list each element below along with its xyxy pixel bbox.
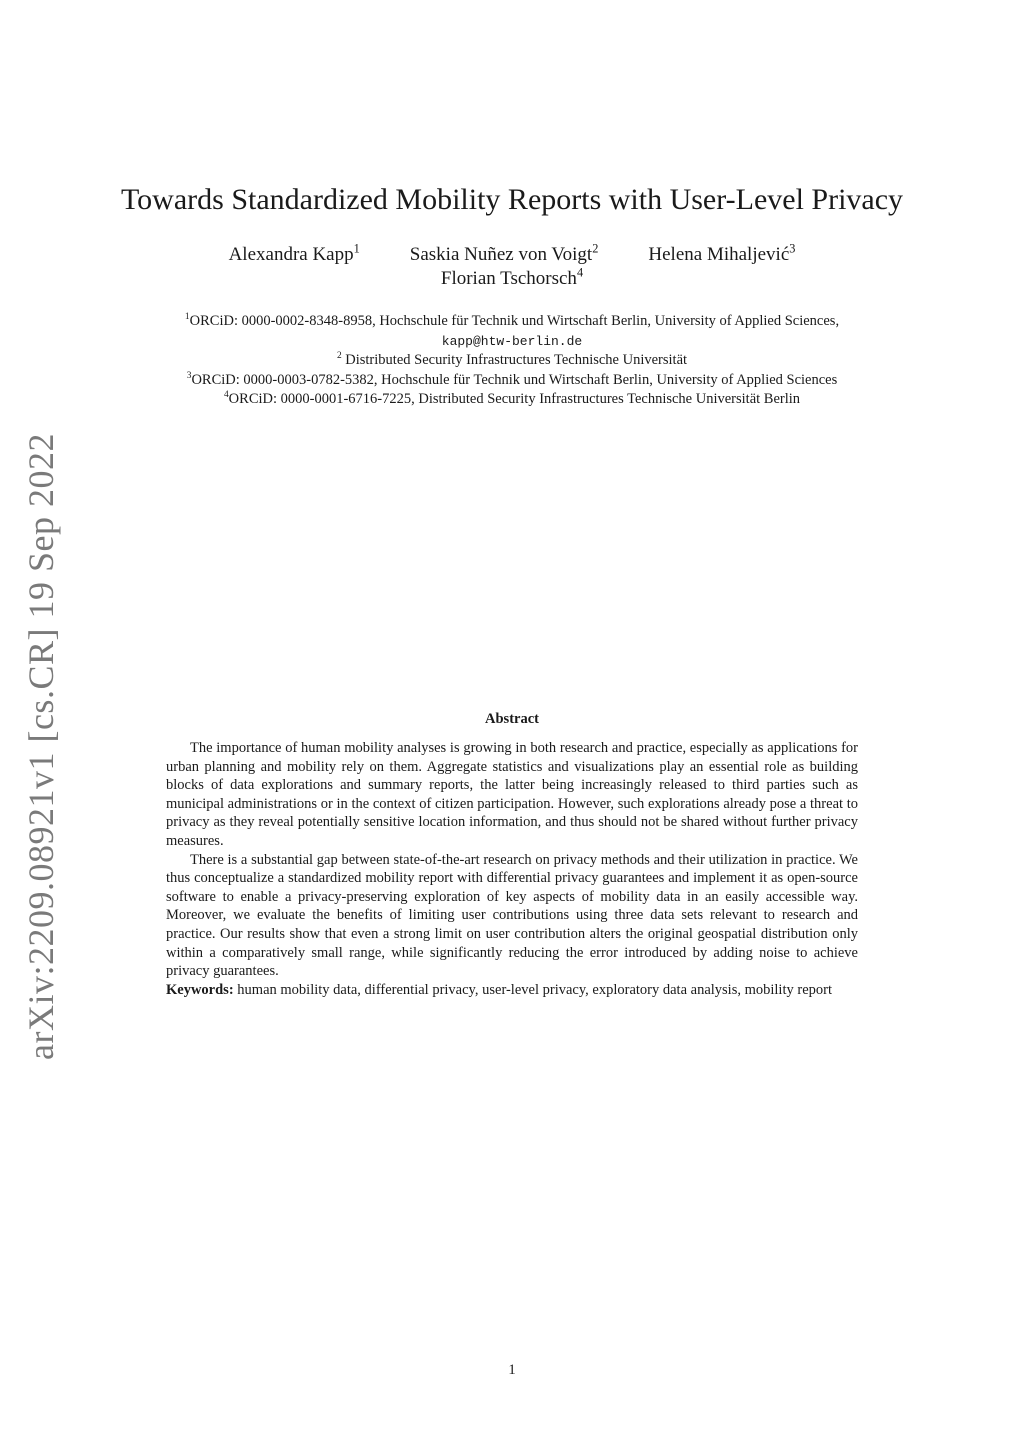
keywords	[166, 981, 858, 1000]
abstract-paragraph: The importance of human mobility analyses is growing in both research and practice, especially as applications for urban planning and mobility rely on them. Aggregate statistics and visualizations play an essential role as building blocks of data explorations and summary reports, the latter being increasingly released to third parties such as municipal administrations or in the context of citizen participation. However, such explorations already pose a threat to privacy as they reveal potentially sensitive location information, and thus should not be shared without further privacy measures.	[166, 740, 858, 849]
author: Saskia Nuñez von Voigt$^2$	[409, 241, 599, 265]
author: Florian Tschorsch$^4$	[440, 265, 584, 289]
affiliation: $^1$ORCiD: 0000-0002-8348-8958, Hochschule für Technik und Wirtschaft Berlin, University of Applied Sciences,	[184, 312, 840, 329]
affiliation-email: kapp@htw-berlin.de	[441, 333, 583, 349]
affiliation: $^2$ Distributed Security Infrastructures Technische Universität	[336, 351, 688, 368]
author-list	[0, 241, 1024, 266]
keywords-text: human mobility data, differential privacy, user-level privacy, exploratory data analysis, mobility report	[233, 981, 832, 998]
affiliations	[0, 312, 1024, 410]
arxiv-identifier-stamp: arXiv:2209.08921v1 [cs.CR] 19 Sep 2022	[21, 433, 61, 1060]
affiliation: $^4$ORCiD: 0000-0001-6716-7225, Distributed Security Infrastructures Technische Universität Berlin	[223, 390, 801, 407]
page-number: 1	[508, 1362, 516, 1378]
author: Helena Mihaljević$^3$	[648, 241, 796, 265]
abstract-heading: Abstract	[485, 711, 539, 727]
paper-title: Towards Standardized Mobility Reports with User-Level Privacy	[120, 183, 904, 216]
abstract-paragraph: There is a substantial gap between state-of-the-art research on privacy methods and their utilization in practice. We thus conceptualize a standardized mobility report with differential privacy guarantees and implement it as open-source software to enable a privacy-preserving exploration of key aspects of mobility data in an easily accessible way. Moreover, we evaluate the benefits of limiting user contributions using three data sets relevant to research and practice. Our results show that even a strong limit on user contribution alters the original geospatial distribution only within a comparatively small range, while significantly reducing the error introduced by adding noise to achieve privacy guarantees.	[166, 851, 858, 980]
keywords-label: Keywords:	[166, 981, 234, 998]
abstract-body	[166, 739, 858, 999]
author: Alexandra Kapp$^1$	[228, 241, 360, 265]
affiliation: $^3$ORCiD: 0000-0003-0782-5382, Hochschule für Technik und Wirtschaft Berlin, University of Applied Sciences	[186, 370, 838, 388]
